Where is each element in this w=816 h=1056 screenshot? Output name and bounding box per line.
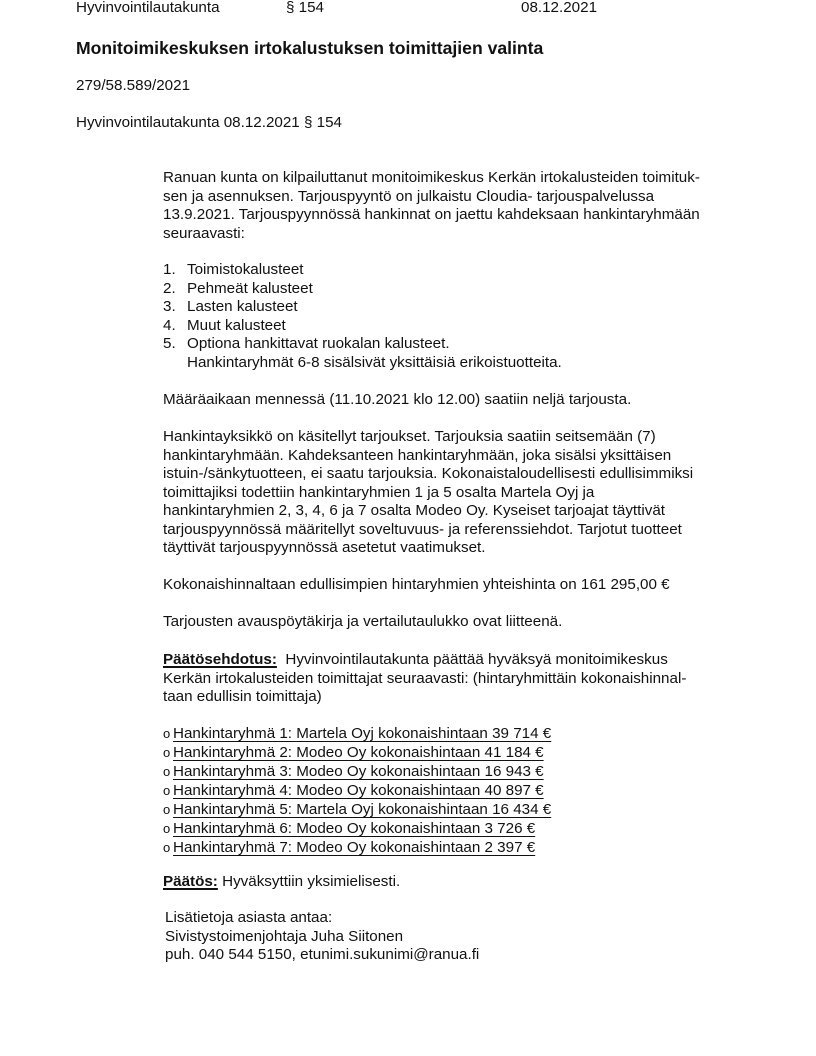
- contact-details: puh. 040 544 5150, etunimi.sukunimi@ranua.fi: [165, 946, 480, 963]
- decision: [163, 873, 400, 892]
- bullet-icon: o: [163, 840, 171, 855]
- header-committee: Hyvinvointilautakunta: [76, 0, 220, 16]
- contact-info: [165, 909, 479, 965]
- proposal-line-3: taan edullisin toimittaja): [163, 688, 322, 705]
- proposal-line-2: Kerkän irtokalusteiden toimittajat seuraavasti: (hintaryhmittäin kokonaishinnal-: [163, 669, 687, 687]
- group-text: Hankintaryhmä 4: Modeo Oy kokonaishintaan 40 897 €: [173, 782, 544, 799]
- category-number: 5.: [163, 335, 176, 352]
- intro-line: sen ja asennuksen. Tarjouspyyntö on julkaistu Cloudia- tarjouspalvelussa: [163, 187, 655, 205]
- category-label: Pehmeät kalusteet: [187, 279, 313, 297]
- proposal-text: Hyvinvointilautakunta päättää hyväksyä monitoimikeskus: [285, 651, 668, 668]
- attachments-text: Tarjousten avauspöytäkirja ja vertailutaulukko ovat liitteenä.: [163, 613, 563, 630]
- group-text: Hankintaryhmä 1: Martela Oyj kokonaishintaan 39 714 €: [173, 725, 552, 742]
- procurement-group-item: [163, 724, 551, 743]
- total-price-text: Kokonaishinnaltaan edullisimpien hintaryhmien yhteishinta on 161 295,00 €: [163, 576, 670, 593]
- proposal-label: Päätösehdotus:: [163, 651, 277, 668]
- category-item: [163, 335, 562, 354]
- group-text: Hankintaryhmä 6: Modeo Oy kokonaishintaan 3 726 €: [173, 820, 536, 837]
- group-text: Hankintaryhmä 7: Modeo Oy kokonaishintaan 2 397 €: [173, 839, 536, 856]
- category-number: 4.: [163, 316, 176, 334]
- category-label: Optiona hankittavat ruokalan kalusteet.: [187, 335, 450, 352]
- meeting-reference: Hyvinvointilautakunta 08.12.2021 § 154: [76, 114, 342, 131]
- procurement-group-list: [163, 724, 551, 857]
- bullet-icon: o: [163, 745, 171, 760]
- page-title: Monitoimikeskuksen irtokalustuksen toimittajien valinta: [76, 38, 544, 58]
- category-number: 3.: [163, 298, 176, 315]
- header-section: § 154: [286, 0, 325, 16]
- category-label: Lasten kalusteet: [187, 298, 298, 315]
- processing-line: hankintaryhmään. Kahdeksanteen hankintaryhmään, joka sisälsi yksittäisen: [163, 446, 672, 464]
- processing-paragraph: [163, 428, 693, 558]
- diary-number: 279/58.589/2021: [76, 77, 191, 94]
- decision-text: Hyväksyttiin yksimielisesti.: [222, 873, 401, 890]
- processing-line: hankintaryhmien 2, 3, 4, 6 ja 7 osalta Modeo Oy. Kyseiset tarjoajat täyttivät: [163, 502, 666, 519]
- procurement-group-item: [163, 838, 551, 857]
- deadline-text: Määräaikaan mennessä (11.10.2021 klo 12.00) saatiin neljä tarjousta.: [163, 391, 632, 408]
- group-text: Hankintaryhmä 3: Modeo Oy kokonaishintaan 16 943 €: [173, 763, 544, 780]
- intro-line: seuraavasti:: [163, 224, 245, 242]
- group-text: Hankintaryhmä 5: Martela Oyj kokonaishintaan 16 434 €: [173, 801, 552, 818]
- intro-line: Ranuan kunta on kilpailuttanut monitoimikeskus Kerkän irtokalusteiden toimituk-: [163, 169, 700, 186]
- processing-line: Hankintayksikkö on käsitellyt tarjoukset. Tarjouksia saatiin seitsemään (7): [163, 428, 656, 445]
- procurement-group-item: [163, 800, 551, 819]
- proposal-line-1: [163, 651, 686, 670]
- category-item: [163, 280, 562, 299]
- processing-line: täyttivät tarjouspyynnössä asetetut vaatimukset.: [163, 539, 486, 556]
- category-item: [163, 298, 562, 317]
- bullet-icon: o: [163, 802, 171, 817]
- bullet-icon: o: [163, 783, 171, 798]
- category-number: 1.: [163, 261, 176, 278]
- decision-label: Päätös:: [163, 873, 218, 890]
- header-date: 08.12.2021: [521, 0, 598, 16]
- category-item: [163, 317, 562, 336]
- category-item: [163, 261, 562, 280]
- category-label: Toimistokalusteet: [187, 261, 304, 278]
- category-label: Muut kalusteet: [187, 316, 286, 334]
- procurement-group-item: [163, 781, 551, 800]
- procurement-group-item: [163, 762, 551, 781]
- bullet-icon: o: [163, 764, 171, 779]
- categories-note: Hankintaryhmät 6-8 sisälsivät yksittäisiä erikoistuotteita.: [187, 353, 562, 371]
- procurement-group-item: [163, 819, 551, 838]
- category-number: 2.: [163, 279, 176, 297]
- procurement-group-item: [163, 743, 551, 762]
- processing-line: tarjouspyynnössä määritellyt soveltuvuus- ja referenssiehdot. Tarjotut tuotteet: [163, 520, 682, 538]
- bullet-icon: o: [163, 821, 171, 836]
- contact-intro: Lisätietoja asiasta antaa:: [165, 909, 333, 926]
- group-text: Hankintaryhmä 2: Modeo Oy kokonaishintaan 41 184 €: [173, 744, 544, 761]
- intro-paragraph: [163, 169, 700, 243]
- processing-line: istuin-/sänkytuotteen, ei saatu tarjouksia. Kokonaistaloudellisesti edullisimmiksi: [163, 465, 694, 482]
- decision-proposal: [163, 651, 686, 707]
- bullet-icon: o: [163, 726, 171, 741]
- category-list: [163, 261, 562, 372]
- intro-line: 13.9.2021. Tarjouspyynnössä hankinnat on jaettu kahdeksaan hankintaryhmään: [163, 206, 700, 223]
- contact-person: Sivistystoimenjohtaja Juha Siitonen: [165, 927, 404, 945]
- processing-line: toimittajiksi todettiin hankintaryhmien 1 ja 5 osalta Martela Oyj ja: [163, 483, 595, 501]
